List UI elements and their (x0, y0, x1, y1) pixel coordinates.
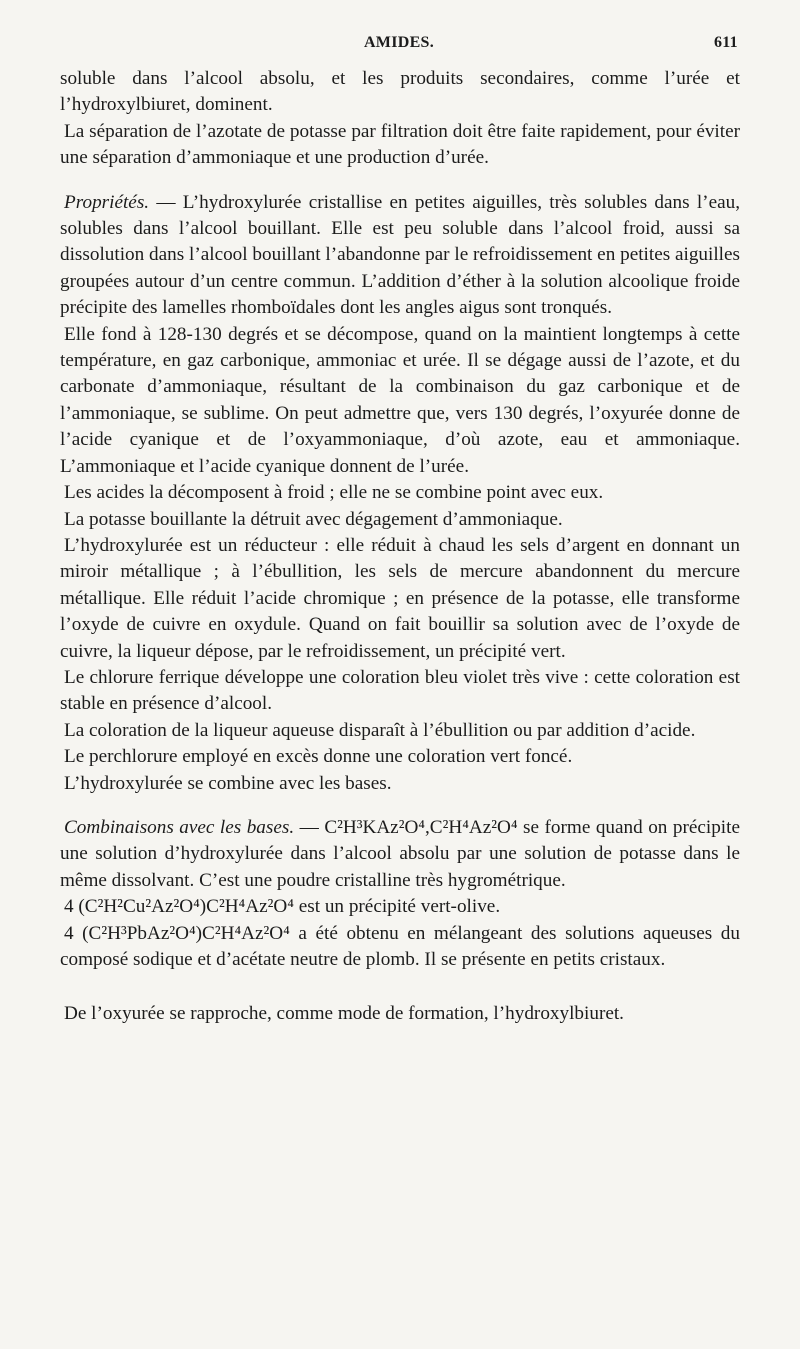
paragraph-ferric-chloride: Le chlorure ferrique développe une coloration bleu violet très vive : cette coloration est stable en présence d’alcool. (60, 666, 740, 715)
paragraph-bases: L’hydroxylurée se combine avec les bases. (64, 772, 392, 794)
paragraph-combinations: Combinaisons avec les bases. — C²H³KAz²O⁴,C²H⁴Az²O⁴ se forme quand on précipite une solution d’hydroxylurée dans l’alcool absolu par une solution de potasse dans le même dissolvant. C’est une poudre cristalline très hygrométrique. (60, 816, 740, 891)
section-heading-combinations: Combinaisons avec les bases. (64, 816, 295, 838)
paragraph-hydroxylbiuret: De l’oxyurée se rapproche, comme mode de formation, l’hydroxylbiuret. (64, 1003, 624, 1025)
paragraph-perchloride: Le perchlorure employé en excès donne une coloration vert foncé. (64, 746, 573, 768)
paragraph-potash: La potasse bouillante la détruit avec dégagement d’ammoniaque. (64, 508, 563, 530)
paragraph-reducer: L’hydroxylurée est un réducteur : elle réduit à chaud les sels d’argent en donnant un miroir métallique ; à l’ébullition, les sels de mercure abandonnent du mercure métallique. Elle réduit l’acide chromique ; en présence de la potasse, elle transforme l’oxyde de cuivre en oxydule. Quand on fait bouillir sa solution avec de l’oxyde de cuivre, la liqueur dépose, par le refroidissement, un précipité vert. (60, 534, 740, 662)
section-heading-properties: Propriétés. (64, 191, 150, 213)
page-number: 611 (713, 34, 738, 51)
paragraph-copper (60, 894, 740, 920)
formula-lead: 4 (C²H³PbAz²O⁴)C²H⁴Az²O⁴ (64, 922, 290, 944)
paragraph-continuation: soluble dans l’alcool absolu, et les produits secondaires, comme l’urée et l’hydroxylbiuret, dominent. (60, 68, 740, 116)
properties-text: — L’hydroxylurée cristallise en petites aiguilles, très solubles dans l’eau, solubles dans l’alcool bouillant. Elle est peu soluble dans l’alcool froid, aussi sa dissolution dans l’alcool bouillant l’abandonne par le refroidissement en petites aiguilles groupées autour d’un centre commun. L’addition d’éther à la solution alcoolique froide précipite des lamelles rhomboïdales dont les angles aigus sont tronqués. (60, 191, 740, 319)
paragraph-lead (60, 921, 740, 974)
paragraph-acids: Les acides la décomposent à froid ; elle ne se combine point avec eux. (64, 482, 604, 504)
paragraph-coloration: La coloration de la liqueur aqueuse disparaît à l’ébullition ou par addition d’acide. (64, 719, 696, 741)
paragraph-separation: La séparation de l’azotate de potasse par filtration doit être faite rapidement, pour éviter une séparation d’ammoniaque et une production d’urée. (60, 120, 740, 169)
copper-text: est un précipité vert-olive. (293, 896, 501, 918)
formula-copper: 4 (C²H²Cu²Az²O⁴)C²H⁴Az²O⁴ (64, 896, 294, 918)
combinations-text: se forme quand on précipite une solution d’hydroxylurée dans l’alcool absolu par une solution de potasse dans le même dissolvant. C’est une poudre cristalline très hygrométrique. (60, 816, 740, 891)
paragraph-melting: Elle fond à 128-130 degrés et se décompose, quand on la maintient longtemps à cette température, en gaz carbonique, ammoniac et urée. Il se dégage aussi de l’azote, et du carbonate d’ammoniaque, résultant de la combinaison du gaz carbonique et de l’ammoniaque, se sublime. On peut admettre que, vers 130 degrés, l’oxyurée donne de l’acide cyanique et de l’oxyammoniaque, d’où azote, eau et ammoniaque. L’ammoniaque et l’acide cyanique donnent de l’urée. (60, 323, 740, 477)
paragraph-properties (60, 190, 740, 322)
running-header (60, 34, 738, 58)
body-text (60, 66, 740, 1028)
lead-text: a été obtenu en mélangeant des solutions aqueuses du composé sodique et d’acétate neutre de plomb. Il se présente en petits cristaux. (60, 922, 740, 970)
formula-potassium: C²H³KAz²O⁴,C²H⁴Az²O⁴ (324, 816, 518, 838)
running-title: AMIDES. (363, 34, 435, 51)
